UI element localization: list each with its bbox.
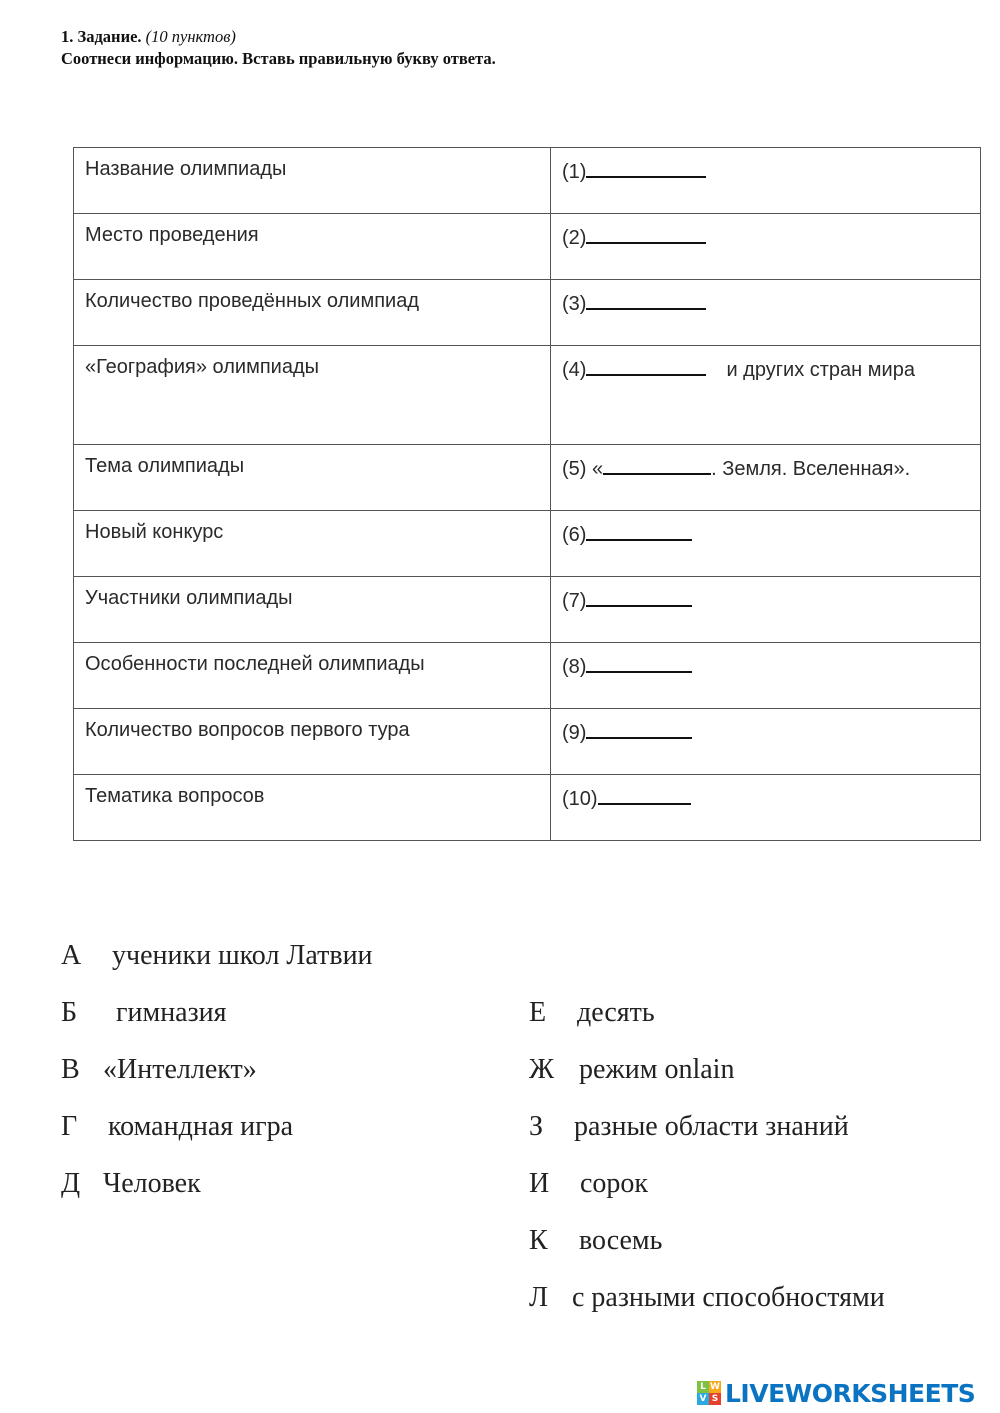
option-item [61,1168,201,1200]
answer-number: (3) [562,293,587,315]
option-text: командная игра [108,1111,294,1142]
table-row [74,775,981,841]
option-text: «Интеллект» [103,1054,257,1085]
answer-cell [551,709,981,775]
row-label: Новый конкурс [74,511,551,577]
answer-blank[interactable] [586,719,692,739]
answer-cell [551,643,981,709]
answer-cell [551,775,981,841]
option-letter: И [529,1168,550,1199]
option-text: десять [577,997,655,1028]
option-text: Человек [103,1168,201,1199]
option-text: с разными способностями [572,1282,885,1313]
option-letter: В [61,1054,80,1085]
logo-text: LIVEWORKSHEETS [725,1378,976,1408]
row-label: Количество проведённых олимпиад [74,280,551,346]
logo-icon-tile: W [710,1382,720,1392]
option-letter: Д [61,1168,81,1199]
option-letter: А [61,940,82,971]
table-row [74,214,981,280]
option-item [529,1225,662,1257]
option-text: гимназия [116,997,227,1028]
table-row [74,577,981,643]
row-label: Название олимпиады [74,148,551,214]
answer-number: (6) [562,524,587,546]
option-text: восемь [579,1225,663,1256]
liveworksheets-logo [697,1378,975,1408]
task-header [61,26,496,70]
answer-blank[interactable] [603,455,711,475]
row-label: Количество вопросов первого тура [74,709,551,775]
answer-suffix: и других стран мира [726,359,915,381]
table-row [74,511,981,577]
task-title-line [61,26,496,48]
answer-blank[interactable] [586,587,692,607]
table-row [74,709,981,775]
option-letter: К [529,1225,548,1256]
answer-number: (4) [562,359,587,381]
option-item [529,1168,648,1200]
answer-blank[interactable] [586,224,706,244]
option-letter: З [529,1111,544,1142]
answer-blank[interactable] [586,521,692,541]
option-text: режим onlain [579,1054,735,1085]
table-row [74,148,981,214]
answer-cell [551,445,981,511]
answer-cell [551,280,981,346]
row-label: Особенности последней олимпиады [74,643,551,709]
task-number: 1. Задание. [61,27,142,46]
answer-blank[interactable] [598,785,691,805]
logo-icon-tile: V [697,1393,709,1405]
answer-blank[interactable] [586,653,692,673]
answer-number: (1) [562,161,587,183]
answer-cell [551,148,981,214]
answer-blank[interactable] [586,158,706,178]
answer-number: (10) [562,788,598,810]
row-label: Участники олимпиады [74,577,551,643]
option-letter: Е [529,997,547,1028]
table-row [74,643,981,709]
option-item [61,940,373,972]
logo-icon [697,1381,721,1405]
option-text: разные области знаний [574,1111,849,1142]
option-letter: Б [61,997,78,1028]
option-letter: Ж [529,1054,555,1085]
answer-blank[interactable] [586,356,706,376]
answer-cell [551,577,981,643]
option-text: ученики школ Латвии [112,940,373,971]
option-letter: Г [61,1111,78,1142]
option-item [529,1282,885,1314]
option-item [529,1111,849,1143]
answer-cell [551,346,981,445]
option-item [61,1111,293,1143]
logo-icon-tile: L [697,1381,709,1393]
matching-table [73,147,981,841]
row-label: «География» олимпиады [74,346,551,445]
table-row [74,445,981,511]
option-item [529,1054,734,1086]
answer-suffix: . Земля. Вселенная». [711,458,911,480]
option-letter: Л [529,1282,548,1313]
row-label: Место проведения [74,214,551,280]
answer-cell [551,214,981,280]
answer-blank[interactable] [586,290,706,310]
answer-cell [551,511,981,577]
option-item [61,997,227,1029]
table-row [74,346,981,445]
answer-number: (2) [562,227,587,249]
task-points: (10 пунктов) [145,27,236,46]
option-item [61,1054,257,1086]
task-instruction: Соотнеси информацию. Вставь правильную букву ответа. [61,49,496,68]
table-row [74,280,981,346]
answer-number: (5) « [562,458,604,480]
option-text: сорок [580,1168,649,1199]
row-label: Тема олимпиады [74,445,551,511]
logo-icon-tile: S [709,1393,721,1405]
row-label: Тематика вопросов [74,775,551,841]
answer-number: (9) [562,722,587,744]
option-item [529,997,655,1029]
answer-number: (8) [562,656,587,678]
answer-number: (7) [562,590,587,612]
